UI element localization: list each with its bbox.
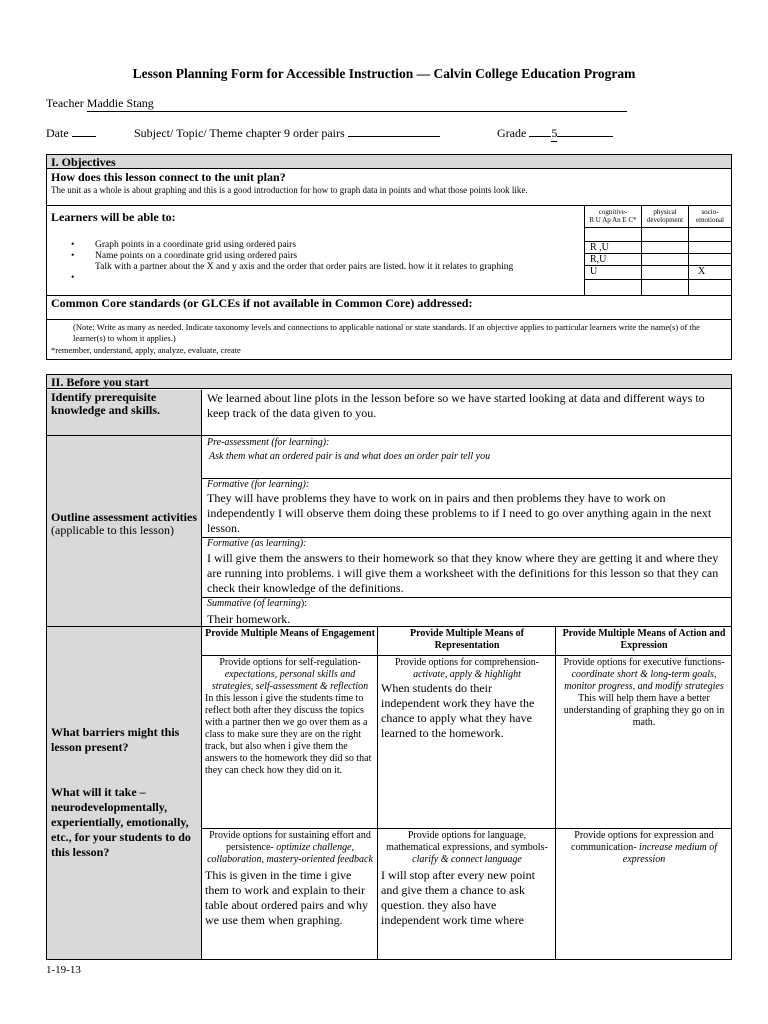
cognitive-value-1[interactable]: R ,U xyxy=(590,242,609,253)
list-item xyxy=(47,262,583,273)
date-field[interactable] xyxy=(72,136,96,137)
r1c2-text: When students do their independent work they have the chance to apply what they have learned to the homework. xyxy=(381,681,535,740)
r2c2-italic: clarify & connect language xyxy=(412,854,522,865)
r2c1-text: This is given in the time i give them to work and explain to their table about ordered pairs and why we use them when graphing. xyxy=(205,868,368,927)
col-physical-label: physical xyxy=(653,208,677,216)
grade-value[interactable]: 5 xyxy=(551,126,558,140)
col-cognitive xyxy=(585,208,641,224)
grade-underline-post xyxy=(557,136,613,137)
r2c2 xyxy=(381,830,553,928)
r2c1 xyxy=(205,830,375,928)
objective-list: • Graph points in a coordinate grid using ordered pairs • Name points on a coordinate grid using ordered pairs Talk with a partner about the X and y axis and the order that order pairs are listed. how it it relates to graphing • xyxy=(47,240,583,273)
grade-label: Grade xyxy=(497,126,527,140)
r2c2-lead: Provide options for language, mathematical expressions, and symbols- xyxy=(386,830,548,853)
r1c2 xyxy=(381,657,553,741)
r2c2-text: I will stop after every new point and give them a chance to ask question. they also have independent work time where xyxy=(381,868,535,927)
subject-underline xyxy=(348,136,440,137)
barriers-label: What barriers might this lesson present? xyxy=(51,725,180,754)
r1c1 xyxy=(205,657,375,777)
objectives-header xyxy=(47,155,731,169)
col-cognitive-label: cognitive- xyxy=(598,208,628,216)
date-label: Date xyxy=(46,126,69,140)
cognitive-value-3[interactable]: U xyxy=(590,266,598,277)
subject-value[interactable]: chapter 9 order pairs xyxy=(245,126,345,140)
prereq-text: We learned about line plots in the lesson before so we have started looking at data and different ways to keep track of the data given to you. xyxy=(207,391,705,420)
assess-label-wrap xyxy=(51,511,201,537)
r1c3 xyxy=(559,657,729,729)
prereq-label: Identify prerequisite knowledge and skills. xyxy=(51,390,161,417)
unit-answer: The unit as a whole is about graphing and this is a good introduction for how to graph data in points and what those points look like. xyxy=(51,185,528,195)
before-title: II. Before you start xyxy=(51,375,149,389)
r1c3-text: This will help them have a better understanding of graphing they go on in math. xyxy=(563,693,725,728)
objectives-section xyxy=(46,154,732,360)
objective-text: Graph points in a coordinate grid using ordered pairs xyxy=(95,240,297,250)
teacher-name: Maddie Stang xyxy=(86,96,154,110)
r1c1-italic: expectations, personal skills and strategies, self-assessment & reflection xyxy=(211,669,369,692)
formative2-label: Formative (as learning): xyxy=(207,538,307,549)
common-core-label: Common Core standards (or GLCEs if not available in Common Core) addressed: xyxy=(51,296,473,310)
col1-head: Provide Multiple Means of Engagement xyxy=(205,628,375,639)
summative-close: ): xyxy=(300,598,307,609)
learners-label: Learners will be able to: xyxy=(51,210,176,224)
before-section xyxy=(46,374,732,960)
left-label-column xyxy=(47,390,202,959)
socio-value-3[interactable]: X xyxy=(698,266,706,277)
r1c2-italic: activate, apply & highlight xyxy=(413,669,521,680)
formative1-text: They will have problems they have to work on in pairs and then problems they have to work on independently I will observe them doing these problems to if I need to go over anything again in the next lesson. xyxy=(207,491,712,535)
teacher-name-field[interactable] xyxy=(87,96,627,112)
col-cognitive-sub: R U Ap An E C* xyxy=(589,216,637,224)
col-physical-sub: development xyxy=(646,216,684,224)
r1c1-lead: Provide options for self-regulation- xyxy=(219,657,361,668)
note-body: Write as many as needed. Indicate taxonomy levels and connections to applicable national or state standards. If an objective applies to particular learners write the name(s) of the learner(s) to whom it applies.) xyxy=(73,322,700,343)
teacher-row xyxy=(46,96,627,112)
teacher-label: Teacher xyxy=(46,96,84,110)
form-title: Lesson Planning Form for Accessible Instruction — Calvin College Education Program xyxy=(132,66,636,81)
r2c3 xyxy=(559,830,729,866)
r2c3-italic: increase medium of expression xyxy=(622,842,717,865)
grade-row xyxy=(497,126,613,142)
objective-text: Talk with a partner about the X and y axis and the order that order pairs are listed. how it it relates to graphing xyxy=(95,262,514,272)
before-header xyxy=(47,375,731,389)
taxonomy-note: *remember, understand, apply, analyze, evaluate, create xyxy=(51,345,241,355)
objective-text: Name points on a coordinate grid using ordered pairs xyxy=(95,251,298,261)
r1c3-italic: coordinate short & long-term goals, monitor progress, and modify strategies xyxy=(564,669,724,692)
subject-row xyxy=(134,126,440,141)
col-physical xyxy=(642,208,688,224)
summative-label: Summative (of learning xyxy=(207,598,301,609)
col-socio-sub: emotional xyxy=(696,216,724,224)
grade-underline-pre xyxy=(529,136,551,137)
formative1-label: Formative (for learning): xyxy=(207,479,310,490)
r2c1-italic: optimize challenge, collaboration, mastery-oriented feedback xyxy=(207,842,373,865)
date-label-wrap xyxy=(46,126,96,141)
assess-label: Outline assessment activities xyxy=(51,510,197,524)
col-socio-label: socio- xyxy=(701,208,719,216)
summative-text: Their homework. xyxy=(207,612,291,626)
objectives-title: I. Objectives xyxy=(51,155,116,169)
col2-head: Provide Multiple Means of Representation xyxy=(410,628,524,651)
r2c3-lead: Provide options for expression and communication- xyxy=(571,830,714,853)
col-socio xyxy=(689,208,731,224)
footer-date: 1-19-13 xyxy=(46,964,81,976)
summative-label-wrap xyxy=(207,598,307,609)
assess-sub: (applicable to this lesson) xyxy=(51,523,174,537)
cognitive-value-2[interactable]: R,U xyxy=(590,254,607,265)
pre-text: Ask them what an ordered pair is and what does an order pair tell you xyxy=(209,451,491,462)
list-item: • Graph points in a coordinate grid using ordered pairs xyxy=(71,240,297,250)
r1c2-lead: Provide options for comprehension- xyxy=(394,657,540,668)
subject-label: Subject/ Topic/ Theme xyxy=(134,126,243,140)
list-item: • Name points on a coordinate grid using ordered pairs xyxy=(71,251,298,261)
whatwill-label: What will it take – neurodevelopmentally, experientially, emotionally, etc., for your students to do this lesson? xyxy=(51,785,191,859)
r1c1-text: In this lesson i give the students time to reflect both after they discuss the topics with a partner then we go over them as a class to make sure they are on the right track, but also when i give them the answers to the homework they did so that they can check how they did on it. xyxy=(205,693,372,776)
formative2-text: I will give them the answers to their homework so that they know where they are getting it and where they are running into problems. i will give them a worksheet with the definitions for this lesson so that they can check their knowledge of the definitions. xyxy=(207,551,719,595)
note-text xyxy=(73,322,727,344)
r1c3-lead: Provide options for executive functions- xyxy=(563,657,725,668)
r2c1-lead: Provide options for sustaining effort and persistence- xyxy=(209,830,371,853)
pre-label: Pre-assessment (for learning): xyxy=(207,437,330,448)
note-label: (Note: xyxy=(73,322,95,332)
col3-head: Provide Multiple Means of Action and Expression xyxy=(562,628,726,651)
unit-question: How does this lesson connect to the unit plan? xyxy=(51,170,286,184)
